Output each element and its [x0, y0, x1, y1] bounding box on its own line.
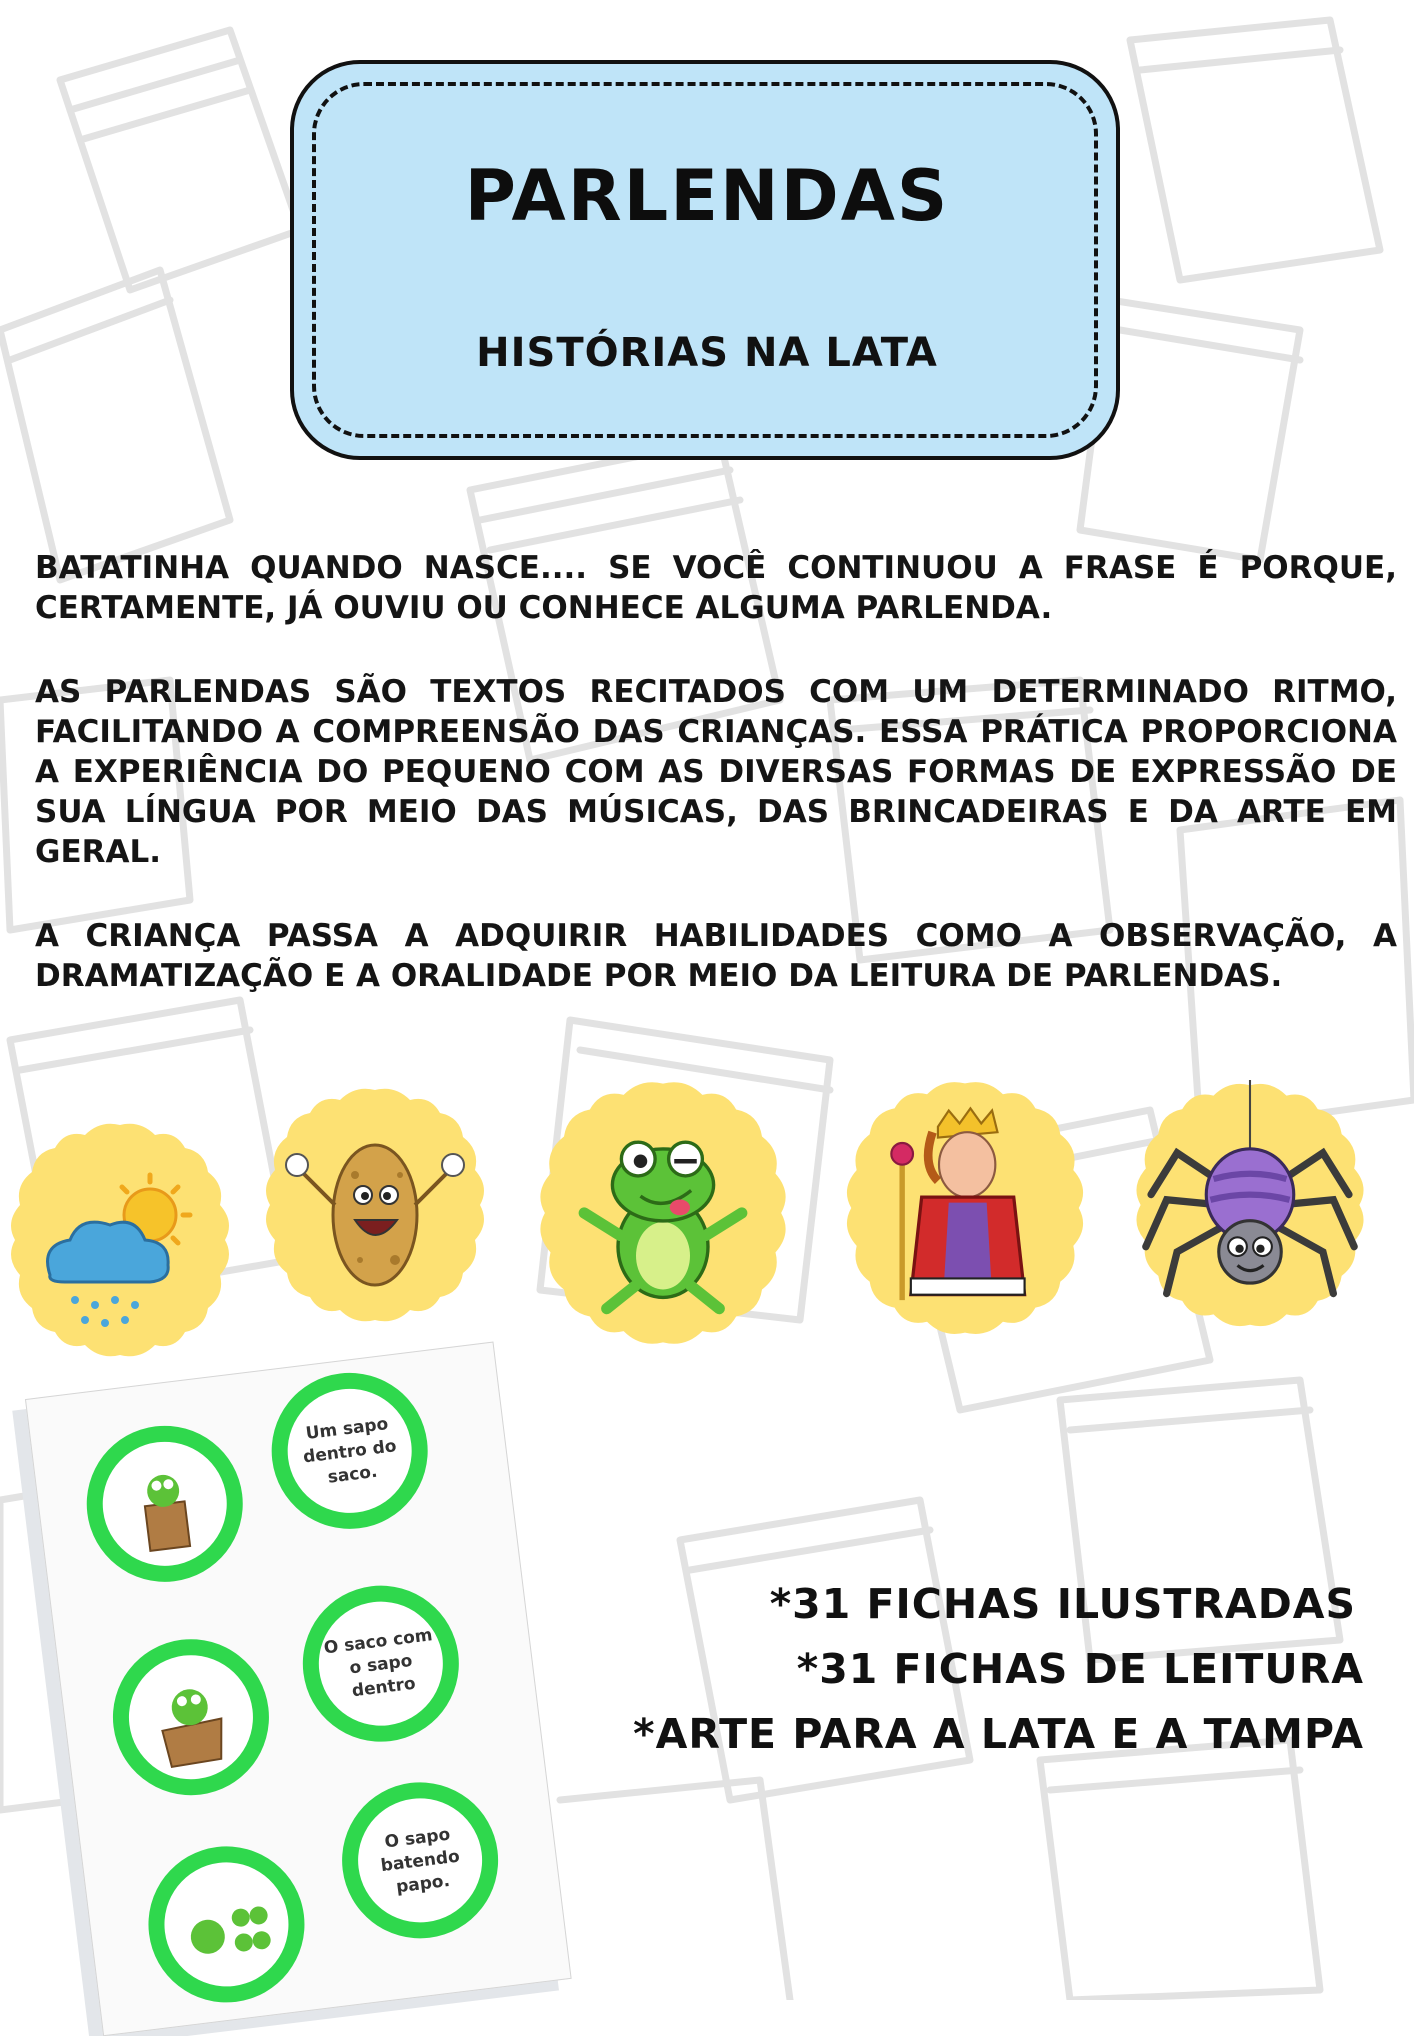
feature-can-art: *ARTE PARA A LATA E A TAMPA	[633, 1710, 1364, 1758]
badge-weather	[0, 1120, 240, 1360]
preview-page	[25, 1342, 572, 2036]
card-2-text: O saco com o sapo dentro	[322, 1625, 434, 1702]
card-text-2	[286, 1569, 475, 1758]
sample-cards-preview	[25, 1336, 619, 2035]
card-3-text: O sapo batendo papo.	[379, 1824, 461, 1898]
frog-character-icon	[528, 1078, 798, 1348]
badge-king	[835, 1078, 1095, 1338]
frog-in-sack-icon	[96, 1622, 285, 1811]
skills-paragraph: A CRIANÇA PASSA A ADQUIRIR HABILIDADES COMO A OBSERVAÇÃO, A DRAMATIZAÇÃO E A ORALIDADE POR MEIO DA LEITURA DE PARLENDAS.	[35, 918, 1397, 994]
king-character-icon	[835, 1078, 1095, 1338]
card-frog-sack	[96, 1622, 285, 1811]
frog-in-box-icon	[70, 1409, 259, 1598]
page-title: PARLENDAS	[464, 155, 950, 237]
card-frog-group	[132, 1830, 321, 2019]
spider-character-icon	[1125, 1080, 1375, 1330]
title-box	[290, 60, 1120, 460]
potato-character-icon	[255, 1085, 495, 1325]
illustration-badges	[0, 1060, 1414, 1320]
page-subtitle: HISTÓRIAS NA LATA	[476, 330, 938, 376]
frogs-group-icon	[132, 1830, 321, 2019]
feature-illustrated-cards: *31 FICHAS ILUSTRADAS	[769, 1580, 1356, 1628]
badge-spider	[1125, 1080, 1375, 1330]
feature-reading-cards: *31 FICHAS DE LEITURA	[796, 1645, 1364, 1693]
dashed-border	[312, 82, 1098, 438]
card-text-3	[325, 1766, 514, 1955]
badge-potato	[255, 1085, 495, 1325]
card-text-1	[255, 1356, 444, 1545]
intro-paragraph: BATATINHA QUANDO NASCE.... SE VOCÊ CONTINUOU A FRASE É PORQUE, CERTAMENTE, JÁ OUVIU OU CONHECE ALGUMA PARLENDA.	[35, 550, 1397, 626]
card-frog-box	[70, 1409, 259, 1598]
sun-rain-cloud-icon	[0, 1120, 240, 1360]
card-1-text: Um sapo dentro do saco.	[302, 1414, 398, 1488]
badge-frog	[528, 1078, 798, 1348]
description-paragraph: AS PARLENDAS SÃO TEXTOS RECITADOS COM UM DETERMINADO RITMO, FACILITANDO A COMPREENSÃO DAS CRIANÇAS. ESSA PRÁTICA PROPORCIONA A EXPERIÊNCIA DO PEQUENO COM AS DIVERSAS FORMAS DE EXPRESSÃO DE SUA LÍNGUA POR MEIO DAS MÚSICAS, DAS BRINCADEIRAS E DA ARTE EM GERAL.	[35, 674, 1397, 870]
